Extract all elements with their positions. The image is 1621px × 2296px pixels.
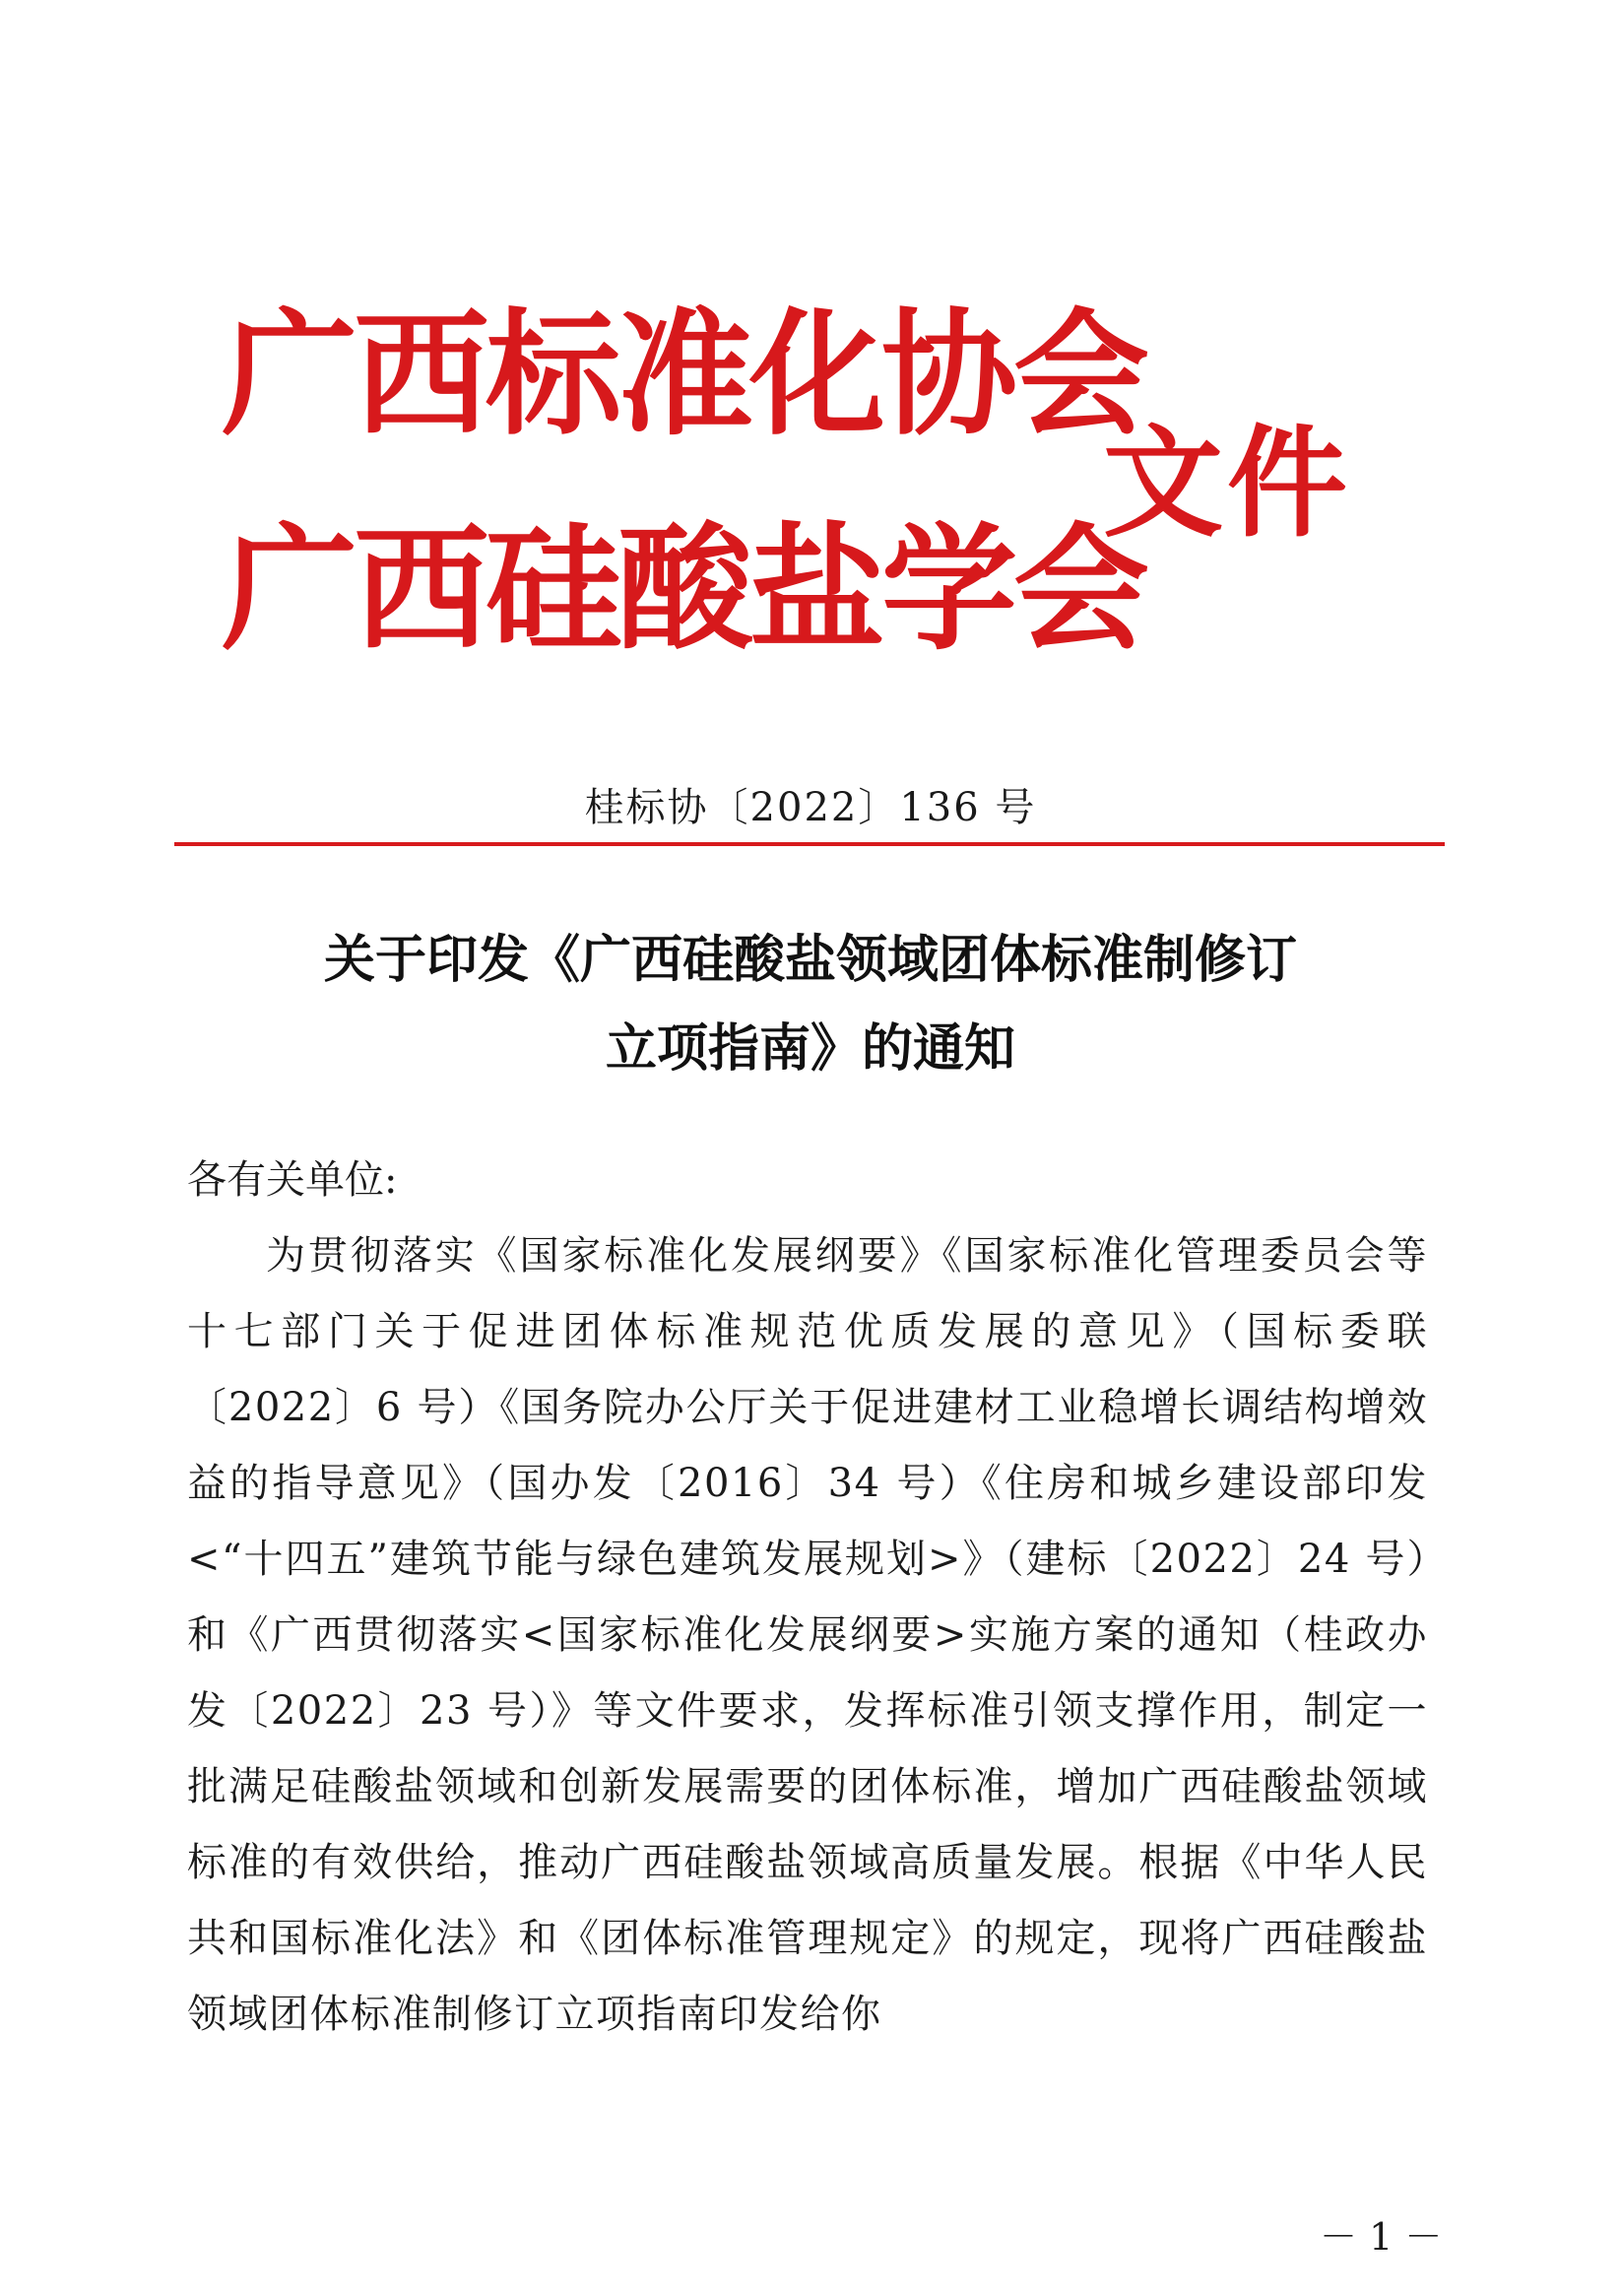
page-number: － 1 －: [1320, 2215, 1443, 2259]
document-title-line-2: 立项指南》的通知: [605, 1019, 1015, 1079]
document-title: [0, 916, 1621, 1093]
letterhead-org-line-2: 广西硅酸盐学会: [222, 510, 1146, 669]
body-paragraph: 为贯彻落实《国家标准化发展纲要》《国家标准化管理委员会等十七部门关于促进团体标准规范优质发展的意见》（国标委联〔2022〕6 号）《国务院办公厅关于促进建材工业稳增长调结构增效益的指导意见》（国办发〔2016〕34 号）《住房和城乡建设部印发<“十四五”建筑节能与绿色建筑发展规划>》（建标〔2022〕24 号）和《广西贯彻落实<国家标准化发展纲要>实施方案的通知（桂政办发〔2022〕23 号）》等文件要求，发挥标准引领支撑作用，制定一批满足硅酸盐领域和创新发展需要的团体标准，增加广西硅酸盐领域标准的有效供给，推动广西硅酸盐领域高质量发展。根据《中华人民共和国标准化法》和《团体标准管理规定》的规定，现将广西硅酸盐领域团体标准制修订立项指南印发给你: [187, 1233, 1428, 2037]
letterhead-divider: [174, 842, 1445, 846]
document-body: [187, 1143, 1428, 2053]
document-number: 桂标协〔2022〕136 号: [584, 785, 1037, 830]
letterhead-org-line-1: 广西标准化协会: [222, 295, 1146, 454]
document-title-line-1: 关于印发《广西硅酸盐领域团体标准制修订: [323, 931, 1297, 990]
salutation: 各有关单位:: [187, 1157, 398, 1203]
letterhead-suffix: 文件: [1103, 414, 1351, 554]
